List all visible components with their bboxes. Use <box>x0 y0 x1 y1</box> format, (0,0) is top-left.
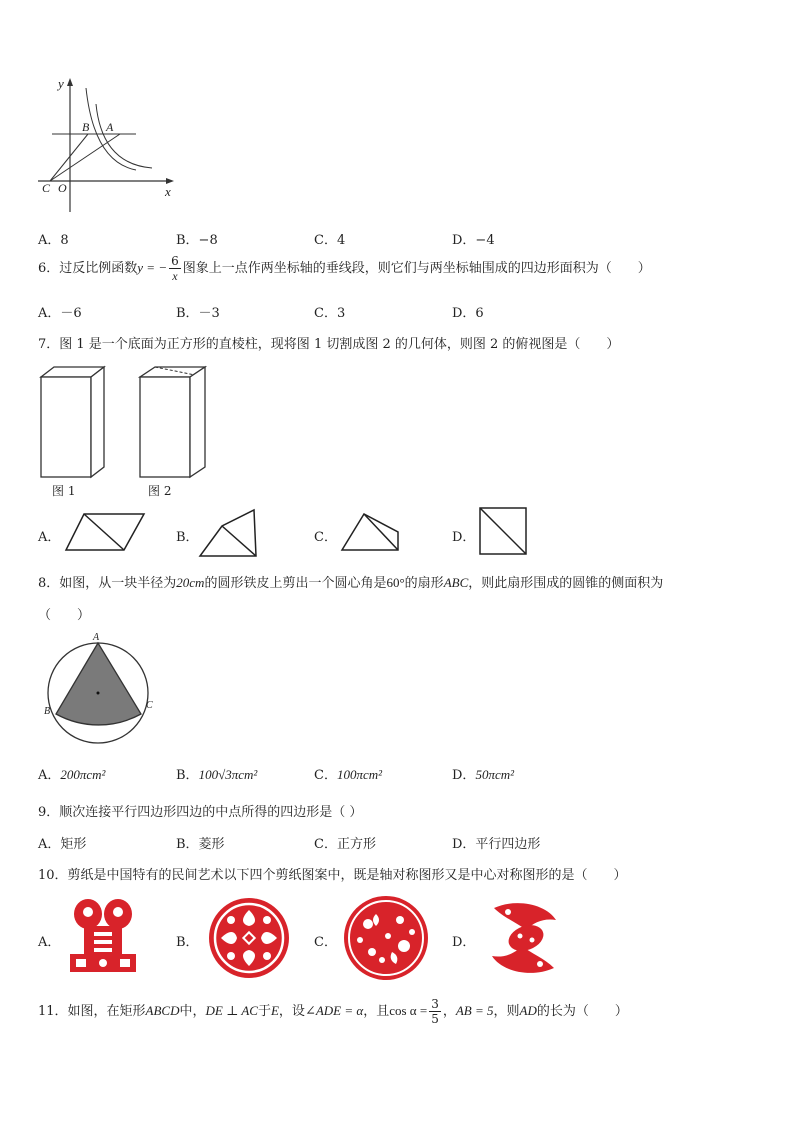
q5-point-c: C <box>42 181 51 195</box>
q5-point-o: O <box>58 181 67 195</box>
q11-stem-d: ，设 <box>278 1004 305 1019</box>
q10-option-a-papercut-icon[interactable] <box>66 896 140 976</box>
q11-e: E <box>270 1003 279 1018</box>
q8-option-a[interactable] <box>38 764 105 783</box>
q6-option-d[interactable]: D．6 <box>452 306 484 321</box>
q5-option-b[interactable]: B．−8 <box>176 233 218 248</box>
q6-option-b[interactable]: B．－3 <box>176 306 220 321</box>
q5-option-d[interactable]: D．−4 <box>452 233 495 248</box>
q5-y-label: y <box>58 76 64 91</box>
q6-func: y = − <box>137 260 168 275</box>
q10-stem: 10．剪纸是中国特有的民间艺术以下四个剪纸图案中，既是轴对称图形又是中心对称图形的是（ ） <box>38 868 627 883</box>
q8-stem <box>38 572 663 591</box>
q8-figure <box>48 640 154 746</box>
q10-option-c-papercut-icon[interactable] <box>342 894 430 982</box>
q11-stem-g: 的长为（ ） <box>536 1004 628 1019</box>
q10-option-b[interactable]: B． <box>176 935 199 950</box>
q6-fraction <box>169 255 181 282</box>
q11-angle: ∠ADE = α <box>304 1003 364 1018</box>
q11-stem-e: ，且 <box>363 1004 390 1019</box>
q11-sep: ， <box>442 1004 456 1019</box>
q5-option-c[interactable]: C．4 <box>314 233 346 248</box>
q6-frac-den: x <box>172 269 178 283</box>
q9-stem: 9．顺次连接平行四边形四边的中点所得的四边形是（ ） <box>38 805 363 820</box>
q8-option-b-value: 100√3πcm² <box>198 767 258 782</box>
q8-radius: 20cm <box>176 575 205 590</box>
q8-stem-b: 的圆形铁皮上剪出一个圆心角是 <box>204 576 387 591</box>
q8-stem-d: ，则此扇形围成的圆锥的侧面积为 <box>468 576 664 591</box>
q8-option-c[interactable] <box>314 764 382 783</box>
q7-option-a[interactable]: A． <box>38 530 61 545</box>
q11-ab: AB = 5 <box>455 1003 494 1018</box>
q7-option-c-shape[interactable] <box>340 512 402 554</box>
q7-figure-1 <box>38 365 108 485</box>
q8-paren: （ ） <box>38 608 91 623</box>
q9-option-a[interactable]: A．矩形 <box>38 837 87 852</box>
q9-option-d[interactable]: D．平行四边形 <box>452 837 541 852</box>
q7-option-c[interactable]: C． <box>314 530 337 545</box>
q5-x-label: x <box>165 184 171 199</box>
q8-sector-name: ABC <box>443 575 469 590</box>
q8-option-b[interactable] <box>176 764 257 783</box>
q6-option-a[interactable]: A．－6 <box>38 306 82 321</box>
q6-frac-num: 6 <box>171 254 179 268</box>
q11-stem <box>38 998 628 1025</box>
q7-fig1-label: 图 1 <box>52 484 76 498</box>
q5-option-a[interactable]: A．8 <box>38 233 69 248</box>
q8-option-a-label: A． <box>38 768 61 783</box>
q7-option-d[interactable]: D． <box>452 530 476 545</box>
q6-stem-before: 6．过反比例函数 <box>38 261 138 276</box>
q11-ad: AD <box>519 1003 537 1018</box>
q7-option-a-shape[interactable] <box>64 512 146 554</box>
q8-label-a: A <box>93 632 100 643</box>
q7-stem: 7．图 1 是一个底面为正方形的直棱柱，现将图 1 切割成图 2 的几何体，则图 2 的俯视图是（ ） <box>38 337 620 352</box>
q6-stem-after: 图象上一点作两坐标轴的垂线段，则它们与两坐标轴围成的四边形面积为（ ） <box>182 261 651 276</box>
q11-stem-c: 于 <box>257 1004 271 1019</box>
q8-option-b-label: B． <box>176 768 199 783</box>
q11-frac-num: 3 <box>431 997 439 1011</box>
q5-graph <box>30 76 180 216</box>
q11-stem-a: 11．如图，在矩形 <box>38 1004 146 1019</box>
q9-option-c[interactable]: C．正方形 <box>314 837 376 852</box>
q9-option-b[interactable]: B．菱形 <box>176 837 225 852</box>
q11-frac-den: 5 <box>431 1012 439 1026</box>
q8-option-d[interactable] <box>452 764 514 783</box>
q8-option-c-value: 100πcm² <box>336 767 383 782</box>
q5-point-b: B <box>82 120 90 134</box>
q7-fig2-label: 图 2 <box>148 484 172 498</box>
q10-option-d-papercut-icon[interactable] <box>486 898 562 978</box>
q6-option-c[interactable]: C．3 <box>314 306 346 321</box>
q10-option-d[interactable]: D． <box>452 935 476 950</box>
q8-label-b: B <box>44 706 51 717</box>
q11-abcd: ABCD <box>145 1003 180 1018</box>
q8-option-a-value: 200πcm² <box>60 767 106 782</box>
q10-option-c[interactable]: C． <box>314 935 337 950</box>
q11-stem-f: ，则 <box>493 1004 520 1019</box>
q8-option-d-value: 50πcm² <box>475 767 515 782</box>
q6-stem <box>38 255 651 282</box>
q7-option-d-shape[interactable] <box>478 506 528 556</box>
q8-angle: 60° <box>386 575 405 590</box>
q7-option-b-shape[interactable] <box>198 508 260 560</box>
q8-option-d-label: D． <box>452 768 476 783</box>
q7-option-b[interactable]: B． <box>176 530 199 545</box>
q11-stem-b: 中， <box>179 1004 206 1019</box>
q10-option-a[interactable]: A． <box>38 935 61 950</box>
q10-option-b-papercut-icon[interactable] <box>207 896 291 980</box>
q7-figure-2 <box>137 365 212 485</box>
q5-point-a: A <box>106 120 114 134</box>
q8-stem-c: 的扇形 <box>404 576 444 591</box>
q11-perp: DE ⊥ AC <box>205 1003 258 1018</box>
q11-fraction <box>429 998 441 1025</box>
q11-cos: cos α = <box>389 1003 428 1018</box>
q8-stem-a: 8．如图，从一块半径为 <box>38 576 177 591</box>
q8-option-c-label: C． <box>314 768 337 783</box>
q8-label-c: C <box>146 700 153 711</box>
